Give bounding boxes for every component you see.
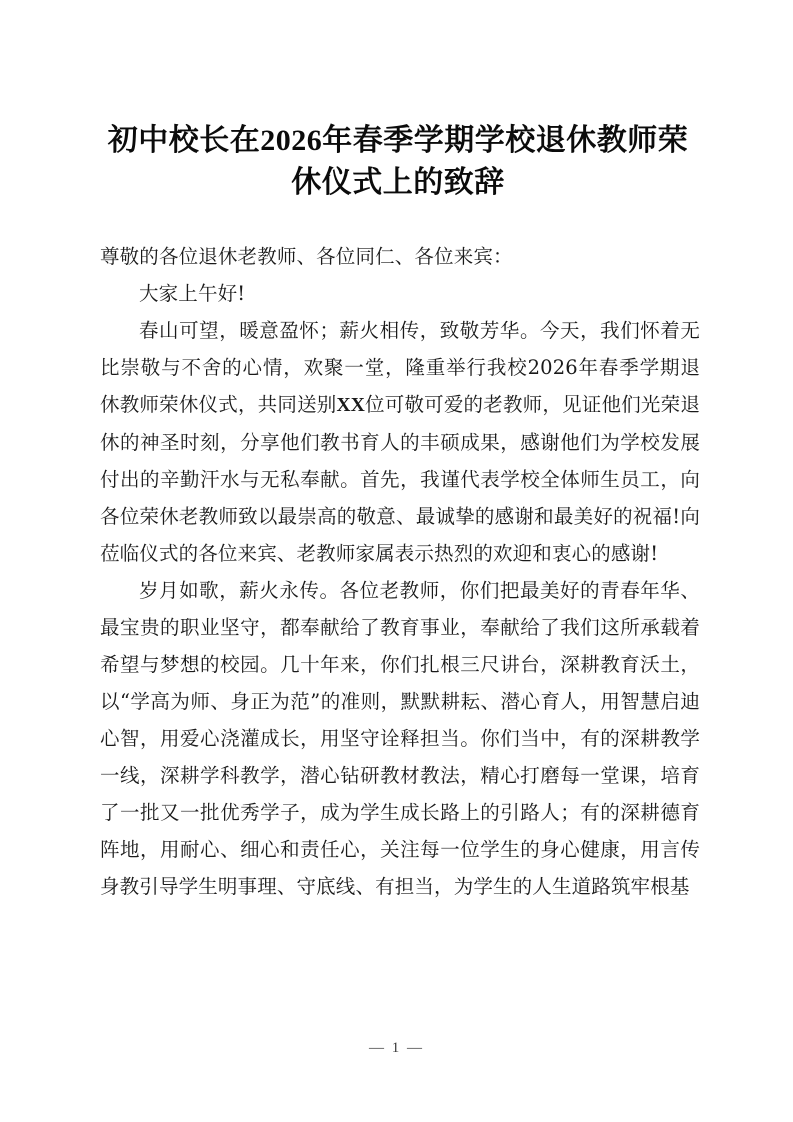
page-number-footer: — 1 — bbox=[369, 1040, 424, 1056]
opening-text-part-1: 春山可望，暖意盈怀；薪火相传，致敬芳华。今天，我们怀着无比崇敬与不舍的心情，欢聚一堂，隆重举行我校2026年春季学期退休教师荣休仪式，共同送别 bbox=[100, 319, 700, 416]
document-body bbox=[100, 238, 700, 905]
placeholder-count-emphasis: XX bbox=[336, 395, 365, 416]
paragraph-opening bbox=[100, 312, 700, 572]
page-title: 初中校长在2026年春季学期学校退休教师荣休仪式上的致辞 bbox=[107, 124, 689, 200]
paragraph-tribute: 岁月如歌，薪火永传。各位老教师，你们把最美好的青春年华、最宝贵的职业坚守，都奉献给了教育事业，奉献给了我们这所承载着希望与梦想的校园。几十年来，你们扎根三尺讲台，深耕教育沃土，以“学高为师、身正为范”的准则，默默耕耘、潜心育人，用智慧启迪心智，用爱心浇灌成长，用坚守诠释担当。你们当中，有的深耕教学一线，深耕学科教学，潜心钻研教材教法，精心打磨每一堂课，培育了一批又一批优秀学子，成为学生成长路上的引路人；有的深耕德育阵地，用耐心、细心和责任心，关注每一位学生的身心健康，用言传身教引导学生明事理、守底线、有担当，为学生的人生道路筑牢根基 bbox=[100, 579, 700, 898]
paragraph-greeting: 大家上午好! bbox=[139, 282, 246, 305]
paragraph-salutation: 尊敬的各位退休老教师、各位同仁、各位来宾： bbox=[100, 245, 513, 268]
opening-text-part-2: 位可敬可爱的老教师，见证他们光荣退休的神圣时刻，分享他们教书育人的丰硕成果，感谢他们为学校发展付出的辛勤汗水与无私奉献。首先，我谨代表学校全体师生员工，向各位荣休老教师致以最崇高的敬意、最诚挚的感谢和最美好的祝福!向莅临仪式的各位来宾、老教师家属表示热烈的欢迎和衷心的感谢! bbox=[100, 393, 700, 565]
